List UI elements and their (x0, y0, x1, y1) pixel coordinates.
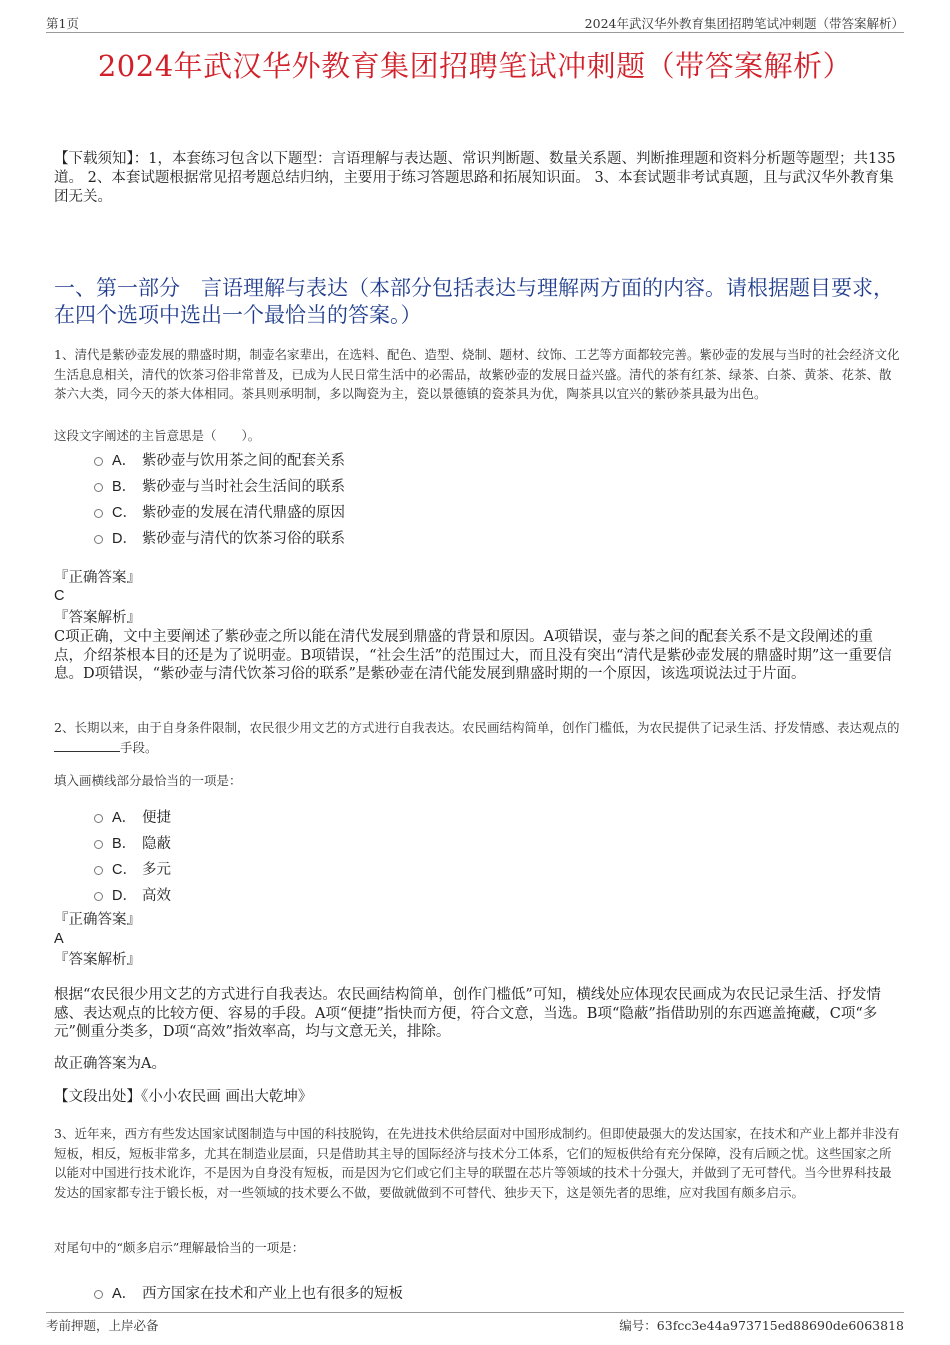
option-letter: C． (112, 861, 137, 878)
page-footer (46, 1312, 904, 1335)
question-1-text: 1、清代是紫砂壶发展的鼎盛时期，制壶名家辈出，在选料、配色、造型、烧制、题材、纹饰、工艺等方面都较完善。紫砂壶的发展与当时的社会经济文化生活息息相关，清代的饮茶习俗非常普及，已成为人民日常生活中的必需品，故紫砂壶的发展日益兴盛。清代的茶有红茶、绿茶、白茶、黄茶、花茶、散茶六大类，同今天的茶大体相同。茶具则承明制，多以陶瓷为主，瓷以景德镇的瓷茶具为优，陶茶具以宜兴的紫砂茶具最为出色。 (54, 347, 900, 401)
option-text: 紫砂壶的发展在清代鼎盛的原因 (142, 504, 345, 521)
radio-icon[interactable] (94, 814, 103, 823)
analysis-text: 根据“农民很少用文艺的方式进行自我表达。农民画结构简单，创作门槛低”可知，横线处应体现农民画成为农民记录生活、抒发情感、表达观点的比较方便、容易的手段。A项“便捷”指快而方便，符合文意，当选。B项“隐蔽”指借助别的东西遮盖掩藏，C项“多元”侧重分类多，D项“高效”指效率高，均与文意无关，排除。 (54, 987, 881, 1040)
option-text: 隐蔽 (142, 835, 171, 852)
option-item[interactable] (94, 803, 594, 829)
option-item[interactable] (94, 829, 594, 855)
radio-icon[interactable] (94, 892, 103, 901)
option-text: 紫砂壶与当时社会生活间的联系 (142, 478, 345, 495)
header-doc-title: 2024年武汉华外教育集团招聘笔试冲刺题（带答案解析） (584, 16, 904, 31)
option-letter: B． (112, 478, 137, 495)
conclusion-text: 故正确答案为A。 (54, 1056, 166, 1072)
fill-blank (54, 739, 120, 752)
option-item[interactable] (94, 881, 594, 907)
question-3-prompt: 对尾句中的“颇多启示”理解最恰当的一项是： (54, 1240, 305, 1255)
option-text: 便捷 (142, 809, 171, 826)
analysis-text: C项正确，文中主要阐述了紫砂壶之所以能在清代发展到鼎盛的背景和原因。A项错误，壶与茶之间的配套关系不是文段阐述的重点，介绍茶根本目的还是为了说明壶。B项错误，“社会生活”的范围过大，而且没有突出“清代是紫砂壶发展的鼎盛时期”这一重要信息。D项错误，“紫砂壶与清代饮茶习俗的联系”是紫砂壶在清代能发展到鼎盛时期的一个原因，该选项说法过于片面。 (54, 629, 892, 682)
answer-value (54, 930, 900, 949)
question-2-text-before: 2、长期以来，由于自身条件限制，农民很少用文艺的方式进行自我表达。农民画结构简单，创作门槛低，为农民提供了记录生活、抒发情感、表达观点的 (54, 720, 900, 735)
footer-serial: 编号：63fcc3e44a973715ed88690de6063818 (619, 1318, 904, 1333)
option-text: 紫砂壶与清代的饮茶习俗的联系 (142, 530, 345, 547)
option-item[interactable] (94, 1279, 594, 1305)
question-2-options (94, 803, 594, 907)
option-letter: A． (112, 1285, 137, 1302)
option-letter: A． (112, 452, 137, 469)
option-item[interactable] (94, 524, 594, 550)
option-letter: D． (112, 530, 137, 547)
option-item[interactable] (94, 855, 594, 881)
answer-label: 『正确答案』 (54, 912, 141, 928)
radio-icon[interactable] (94, 535, 103, 544)
answer-letter: C (54, 588, 65, 604)
option-letter: C． (112, 504, 137, 521)
radio-icon[interactable] (94, 840, 103, 849)
question-3-text: 3、近年来，西方有些发达国家试图制造与中国的科技脱钩，在先进技术供给层面对中国形成制约。但即使最强大的发达国家，在技术和产业上都并非没有短板，相反，短板非常多，尤其在制造业层面，只是借助其主导的国际经济与技术分工体系，它们的短板供给有充分保障，没有后顾之忧。这些国家之所以能对中国进行技术讹诈，不是因为自身没有短板，而是因为它们或它们主导的联盟在芯片等领域的技术十分强大，并做到了无可替代。当今世界科技最发达的国家都专注于锻长板，对一些领域的技术要么不做，要做就做到不可替代、独步天下，这是领先者的思维，应对我国有颇多启示。 (54, 1126, 900, 1200)
footer-slogan: 考前押题，上岸必备 (46, 1318, 159, 1333)
option-letter: D． (112, 887, 137, 904)
question-1-prompt: 这段文字阐述的主旨意思是（ ）。 (54, 428, 261, 443)
page-header (46, 12, 904, 33)
question-1-options (94, 446, 594, 550)
radio-icon[interactable] (94, 457, 103, 466)
source-text: 【文段出处】《小小农民画 画出大乾坤》 (54, 1089, 313, 1105)
analysis-label: 『答案解析』 (54, 952, 141, 968)
option-letter: A． (112, 809, 137, 826)
option-text: 多元 (142, 861, 171, 878)
answer-label: 『正确答案』 (54, 570, 141, 586)
option-text: 紫砂壶与饮用茶之间的配套关系 (142, 452, 345, 469)
radio-icon[interactable] (94, 866, 103, 875)
option-item[interactable] (94, 446, 594, 472)
page-title: 2024年武汉华外教育集团招聘笔试冲刺题（带答案解析） (97, 49, 853, 83)
radio-icon[interactable] (94, 509, 103, 518)
question-2-text-after: 手段。 (120, 739, 158, 755)
option-text: 西方国家在技术和产业上也有很多的短板 (142, 1285, 403, 1302)
question-3-options (94, 1279, 594, 1305)
option-item[interactable] (94, 498, 594, 524)
question-2-text (54, 718, 900, 757)
answer-letter: A (54, 931, 64, 947)
page-number: 第1页 (46, 16, 79, 31)
section-heading: 一、第一部分 言语理解与表达（本部分包括表达与理解两方面的内容。请根据题目要求，在四个选项中选出一个最恰当的答案。） (54, 276, 894, 327)
radio-icon[interactable] (94, 483, 103, 492)
question-2-prompt: 填入画横线部分最恰当的一项是： (54, 773, 242, 788)
radio-icon[interactable] (94, 1290, 103, 1299)
analysis-label: 『答案解析』 (54, 610, 141, 626)
option-item[interactable] (94, 472, 594, 498)
option-letter: B． (112, 835, 137, 852)
answer-value (54, 587, 900, 606)
download-notice: 【下载须知】：1，本套练习包含以下题型：言语理解与表达题、常识判断题、数量关系题、判断推理题和资料分析题等题型；共135道。 2、本套试题根据常见招考题总结归纳，主要用于练习答题思路和拓展知识面。 3、本套试题非考试真题，且与武汉华外教育集团无关。 (54, 151, 896, 205)
option-text: 高效 (142, 887, 171, 904)
